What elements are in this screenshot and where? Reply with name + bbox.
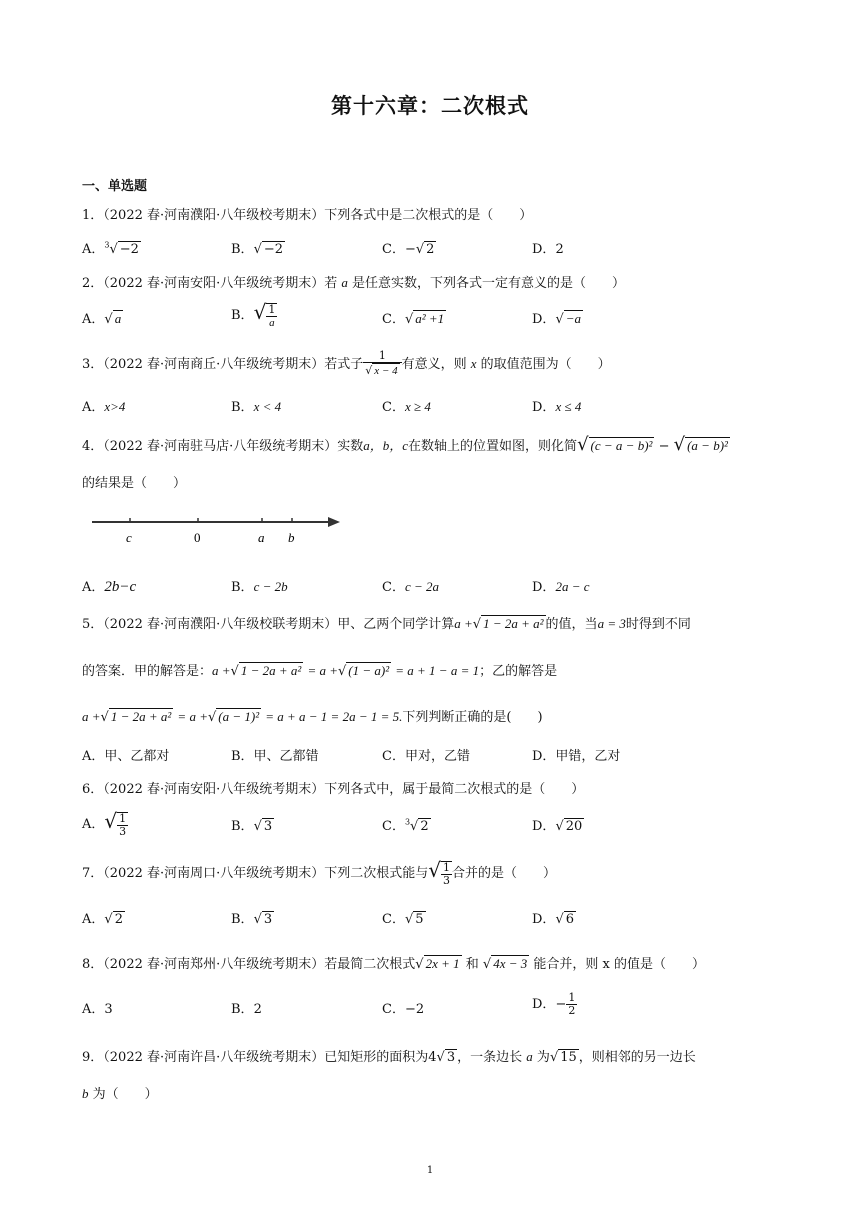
question-5-options	[82, 745, 782, 769]
option-d[interactable]: D．2a − c	[532, 579, 590, 595]
option-c[interactable]: C．−2	[382, 1002, 425, 1017]
option-a[interactable]: A．$^3$√ −2	[82, 240, 139, 257]
label-0: 0	[194, 530, 201, 545]
option-b[interactable]: B．√ $\frac{1}{a}$	[231, 300, 276, 329]
option-d[interactable]: D．− $\frac{1}{2}$	[532, 991, 576, 1017]
question-9-line2: b 为（ ）	[82, 1086, 158, 1102]
question-5-line2: 的答案．甲的解答是：a +√ 1 − 2a + a² = a +√ (1 − a)² = a + 1 − a = 1；乙的解答是	[82, 663, 558, 679]
section-heading: 一、单选题	[82, 179, 148, 194]
option-a[interactable]: A．√ 2	[82, 912, 123, 927]
option-c[interactable]: C．−√ 2	[382, 242, 435, 257]
option-c[interactable]: C．x ≥ 4	[382, 399, 431, 415]
label-a: a	[258, 530, 265, 545]
option-b[interactable]: B．c − 2b	[231, 579, 288, 595]
option-b[interactable]: B．√ −2	[231, 242, 284, 257]
option-c[interactable]: C．$^3$√ 2	[382, 817, 429, 834]
question-4-stem-line2: 的结果是（ ）	[82, 476, 187, 491]
page-title: 第十六章：二次根式	[331, 94, 529, 118]
label-b: b	[288, 530, 295, 545]
question-2-stem: 2．（2022 春·河南安阳·八年级统考期末）若 a 是任意实数，下列各式一定有意义的是（ ）	[82, 275, 626, 291]
question-6-stem: 6．（2022 春·河南安阳·八年级统考期末）下列各式中，属于最简二次根式的是（ ）	[82, 782, 585, 797]
label-c: c	[126, 530, 132, 545]
question-8-options	[82, 991, 782, 1022]
question-3-stem: 3．（2022 春·河南商丘·八年级统考期末）若式子 $\frac{1}{√ x - 4}$ 有意义，则 x 的取值范围为（ ）	[82, 349, 611, 377]
option-a[interactable]: A．√ $\frac{1}{3}$	[82, 809, 127, 838]
question-5-stem: 5．（2022 春·河南濮阳·八年级校联考期末）甲、乙两个同学计算a +√ 1 − 2a + a² 的值，当a = 3时得到不同	[82, 616, 691, 632]
option-a[interactable]: A．x>4	[82, 399, 126, 415]
option-a[interactable]: A．甲、乙都对	[82, 749, 170, 764]
question-7-stem: 7．（2022 春·河南周口·八年级统考期末）下列二次根式能与√ $\frac{1}{3}$ 合并的是（ ）	[82, 858, 557, 887]
option-d[interactable]: D．甲错，乙对	[532, 749, 621, 764]
option-d[interactable]: D．√ 20	[532, 819, 583, 834]
question-6-options	[82, 809, 782, 839]
question-1-stem: 1．（2022 春·河南濮阳·八年级校考期末）下列各式中是二次根式的是（ ）	[82, 208, 533, 223]
question-2-options	[82, 300, 782, 332]
option-d[interactable]: D．2	[532, 242, 564, 257]
question-7-options	[82, 908, 782, 932]
option-a[interactable]: A．2b−c	[82, 579, 137, 595]
option-d[interactable]: D．x ≤ 4	[532, 399, 582, 415]
option-a[interactable]: A．√ a	[82, 311, 122, 327]
page-number: 1	[426, 1165, 434, 1176]
option-b[interactable]: B．甲、乙都错	[231, 749, 319, 764]
question-4-options	[82, 576, 782, 600]
option-a[interactable]: A．3	[82, 1002, 113, 1017]
option-b[interactable]: B．x < 4	[231, 399, 282, 415]
option-c[interactable]: C．√ 5	[382, 912, 424, 927]
option-b[interactable]: B．2	[231, 1002, 262, 1017]
option-c[interactable]: C．√ a² +1	[382, 311, 445, 327]
option-b[interactable]: B．√ 3	[231, 819, 273, 834]
number-line-arrow	[328, 517, 340, 527]
question-3-options	[82, 396, 782, 420]
question-9-stem: 9．（2022 春·河南许昌·八年级统考期末）已知矩形的面积为4√ 3 ，一条边长 a 为√ 15 ，则相邻的另一边长	[82, 1049, 696, 1065]
option-b[interactable]: B．√ 3	[231, 912, 273, 927]
option-c[interactable]: C．c − 2a	[382, 579, 439, 595]
question-4-stem: 4．（2022 春·河南驻马店·八年级统考期末）实数a，b，c在数轴上的位置如图，则化简√ (c − a − b)² − √ (a − b)²	[82, 434, 728, 455]
question-1-options	[82, 238, 782, 262]
option-d[interactable]: D．√ 6	[532, 912, 575, 927]
option-c[interactable]: C．甲对，乙错	[382, 749, 470, 764]
question-8-stem: 8．（2022 春·河南郑州·八年级统考期末）若最简二次根式√ 2x + 1 和 √ 4x − 3 能合并，则 x 的值是（ ）	[82, 956, 705, 972]
option-d[interactable]: D．√ −a	[532, 311, 582, 327]
number-line-figure	[88, 510, 348, 550]
question-5-line3: a +√ 1 − 2a + a² = a +√ (a − 1)² = a + a − 1 = 2a − 1 = 5.下列判断正确的是( )	[82, 709, 543, 725]
